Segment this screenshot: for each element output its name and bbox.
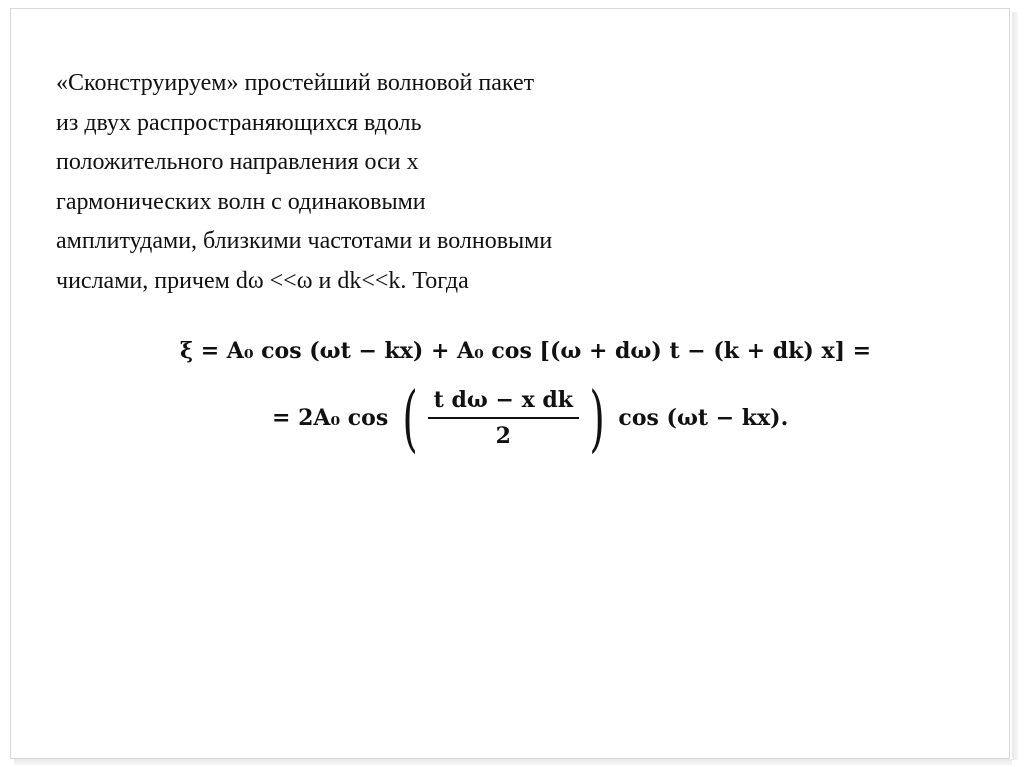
paragraph-line: числами, причем dω <<ω и dk<<k. Тогда bbox=[56, 267, 469, 294]
body-paragraph bbox=[56, 64, 816, 301]
formula-paren-open: ( bbox=[402, 376, 418, 460]
paragraph-line: амплитудами, близкими частотами и волновыми bbox=[56, 228, 553, 254]
fraction-numerator: t dω − x dk bbox=[428, 387, 579, 419]
formula-paren-close: ) bbox=[588, 376, 605, 460]
slide-shadow-right bbox=[1012, 12, 1018, 760]
paragraph-line: из двух распространяющихся вдоль bbox=[56, 109, 422, 136]
paragraph-line: «Сконструируем» простейший волновой пакет bbox=[56, 70, 535, 96]
formula-fraction bbox=[428, 387, 579, 449]
paragraph-line: гармонических волн с одинаковыми bbox=[56, 188, 426, 215]
formula-lead: = 2A₀ cos bbox=[272, 405, 389, 431]
formula-line-2 bbox=[272, 376, 789, 478]
paragraph-line: положительного направления оси x bbox=[56, 149, 419, 175]
formula-tail: cos (ωt − kx). bbox=[618, 405, 789, 431]
slide-shadow-bottom bbox=[14, 759, 1012, 765]
fraction-denominator: 2 bbox=[495, 423, 511, 449]
wave-packet-formula bbox=[180, 330, 872, 480]
formula-line-1: ξ = A₀ cos (ωt − kx) + A₀ cos [(ω + dω) t − (k + dk) x] = bbox=[180, 338, 872, 364]
